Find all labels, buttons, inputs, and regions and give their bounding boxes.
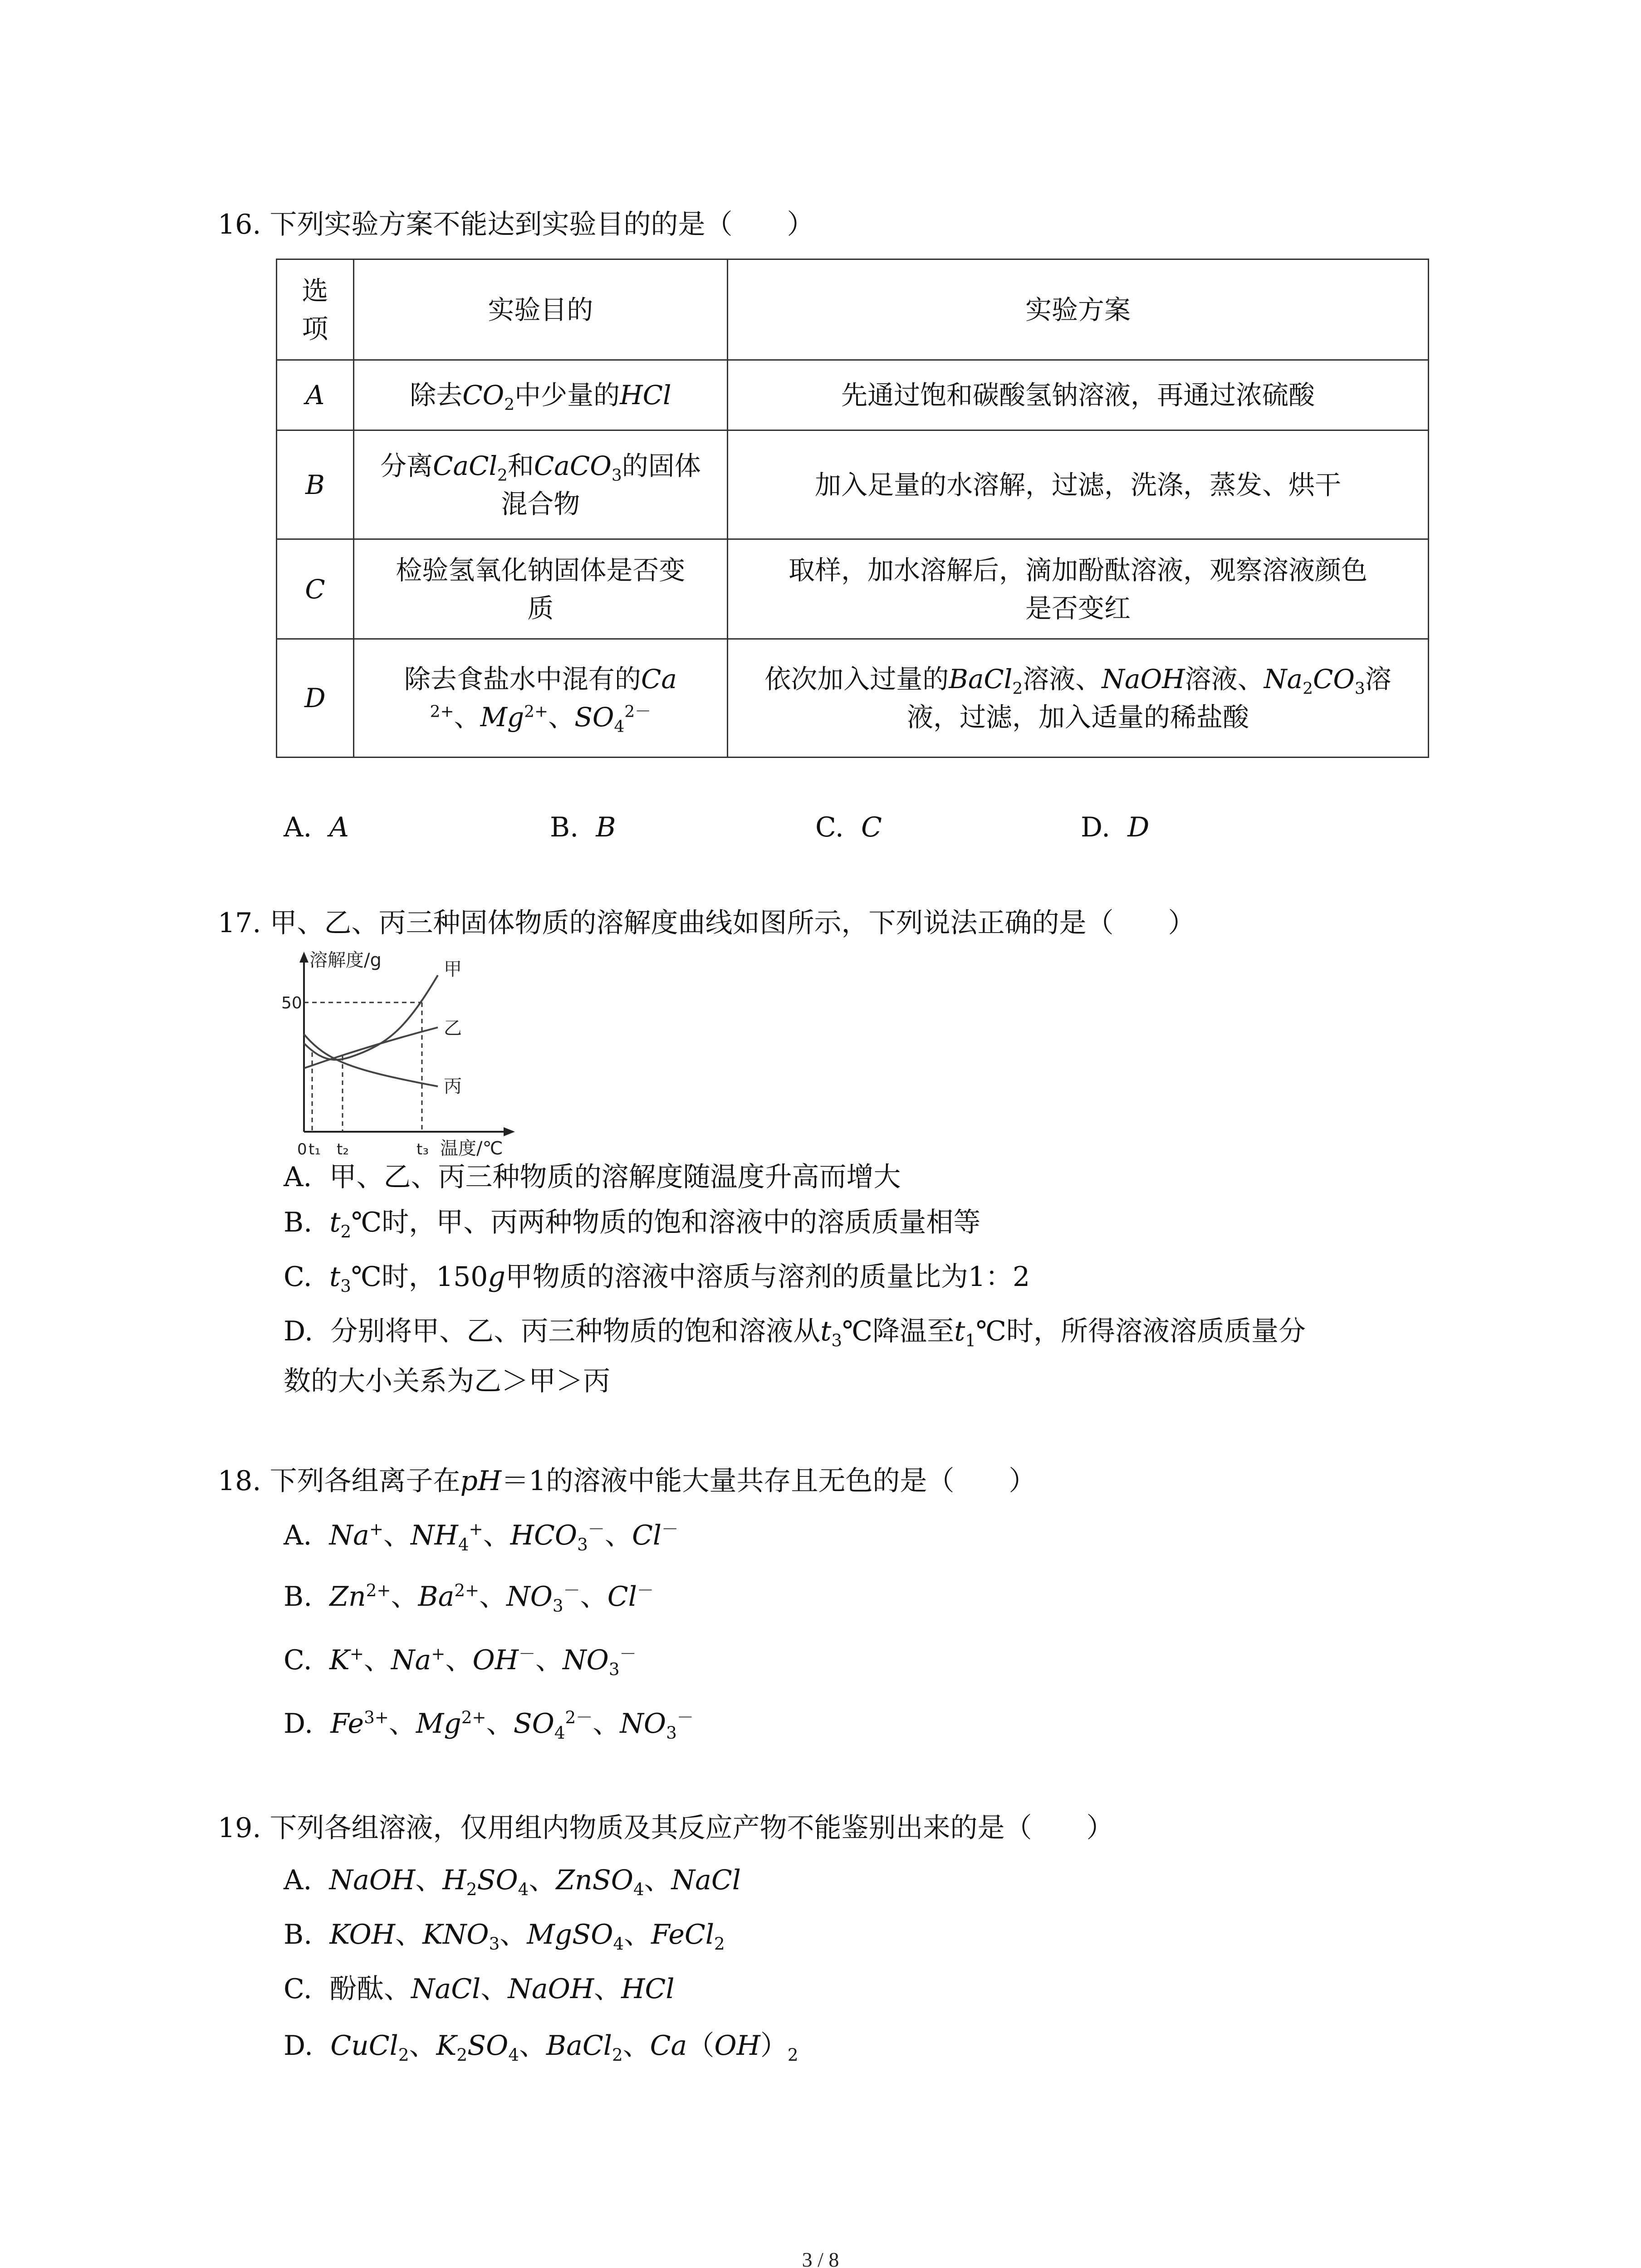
x-axis-label: 温度/℃: [440, 1138, 503, 1159]
q16-option-c[interactable]: C. C: [815, 811, 882, 843]
row-letter: D: [277, 639, 354, 758]
header-option: 选 项: [277, 259, 354, 360]
row-goal: 除去$CO_2$中少量的HCl: [353, 360, 727, 430]
row-goal: 检验氢氧化钠固体是否变 质: [353, 539, 727, 639]
q16-option-d[interactable]: D. D: [1081, 811, 1150, 843]
q19-option-b[interactable]: B. KOH、$KNO_3$、MgSO$_4$、FeCl$_2$: [284, 1919, 725, 1954]
legend-bing: 丙: [444, 1076, 462, 1097]
q18-stem: 18. 下列各组离子在pH＝1的溶液中能大量共存且无色的是（ ）: [218, 1465, 1036, 1497]
q16-option-b[interactable]: B. B: [550, 811, 616, 843]
row-letter: A: [277, 360, 354, 430]
y-axis-arrow: [299, 952, 309, 963]
table-row: [277, 539, 1429, 639]
row-goal: 除去食盐水中混有的Ca $^{2+}$、$Mg^{2+}$、$SO_4^{2-}$: [353, 639, 727, 758]
q18-option-b[interactable]: B. $Zn^{2+}$、$Ba^{2+}$、$NO_3^-$、Cl－: [284, 1580, 654, 1616]
q16-option-a[interactable]: A. A: [284, 811, 349, 843]
q19-option-d[interactable]: D. CuCl$_2$、$K_2SO_4$、BaCl$_2$、$Ca(OH)_2$: [284, 2030, 798, 2065]
solubility-chart: [272, 948, 526, 1161]
q16-table: [276, 259, 1429, 758]
y-tick-50: 50: [281, 994, 302, 1012]
row-plan: 先通过饱和碳酸氢钠溶液，再通过浓硫酸: [727, 360, 1428, 430]
q17-option-c[interactable]: C. $t_3℃$时，150g甲物质的溶液中溶质与溶剂的质量比为1：2: [284, 1261, 1030, 1296]
table-row: [277, 430, 1429, 539]
table-row: [277, 360, 1429, 430]
series-bing-curve: [304, 1034, 438, 1086]
x-axis-arrow: [504, 1127, 515, 1136]
q17-option-a[interactable]: A. 甲、乙、丙三种物质的溶解度随温度升高而增大: [284, 1161, 901, 1193]
page-number: 3 / 8: [802, 2248, 839, 2268]
row-plan: 取样，加水溶解后，滴加酚酞溶液，观察溶液颜色 是否变红: [727, 539, 1428, 639]
table-row: [277, 259, 1429, 360]
x-tick-t3: t₃: [416, 1140, 429, 1158]
table-row: [277, 639, 1429, 758]
q17-option-b[interactable]: B. $t_2℃$时，甲、丙两种物质的饱和溶液中的溶质质量相等: [284, 1207, 981, 1242]
q17-stem: 17. 甲、乙、丙三种固体物质的溶解度曲线如图所示，下列说法正确的是（ ）: [218, 907, 1195, 939]
header-goal: 实验目的: [353, 259, 727, 360]
q17-option-d[interactable]: D. 分别将甲、乙、丙三种物质的饱和溶液从$t_3℃$降温至$t_1℃$时，所得溶液溶质质量分: [284, 1315, 1306, 1350]
q17-option-d-line2: 数的大小关系为乙＞甲＞丙: [284, 1365, 610, 1397]
header-plan: 实验方案: [727, 259, 1428, 360]
x-tick-t2: t₂: [337, 1140, 349, 1158]
q18-option-d[interactable]: D. $Fe^{3+}$、$Mg^{2+}$、$SO_4^{2-}$、$NO_3^-$: [284, 1707, 694, 1743]
row-plan: 依次加入过量的BaCl$_2$溶液、NaOH溶液、$Na_2CO_3$溶 液，过滤，加入适量的稀盐酸: [727, 639, 1428, 758]
q16-stem: 16. 下列实验方案不能达到实验目的的是（ ）: [218, 209, 814, 240]
q19-option-c[interactable]: C. 酚酞、NaCl、NaOH、HCl: [284, 1973, 675, 2005]
q18-option-a[interactable]: A. Na+、$NH_4^+$、$HCO_3^-$、Cl－: [284, 1519, 679, 1554]
q19-option-a[interactable]: A. NaOH、$H_2SO_4$、ZnSO$_4$、NaCl: [284, 1864, 741, 1899]
legend-yi: 乙: [444, 1018, 462, 1039]
row-plan: 加入足量的水溶解，过滤，洗涤，蒸发、烘干: [727, 430, 1428, 539]
legend-jia: 甲: [444, 959, 462, 980]
q19-stem: 19. 下列各组溶液，仅用组内物质及其反应产物不能鉴别出来的是（ ）: [218, 1812, 1114, 1844]
x-tick-t1: t₁: [309, 1140, 321, 1158]
q18-option-c[interactable]: C. K+、Na+、OH－、$NO_3^-$: [284, 1644, 637, 1679]
row-letter: C: [277, 539, 354, 639]
x-tick-0: 0: [297, 1140, 307, 1158]
row-goal: 分离CaCl$_2$和CaCO$_3$的固体 混合物: [353, 430, 727, 539]
row-letter: B: [277, 430, 354, 539]
y-axis-label: 溶解度/g: [309, 950, 382, 971]
